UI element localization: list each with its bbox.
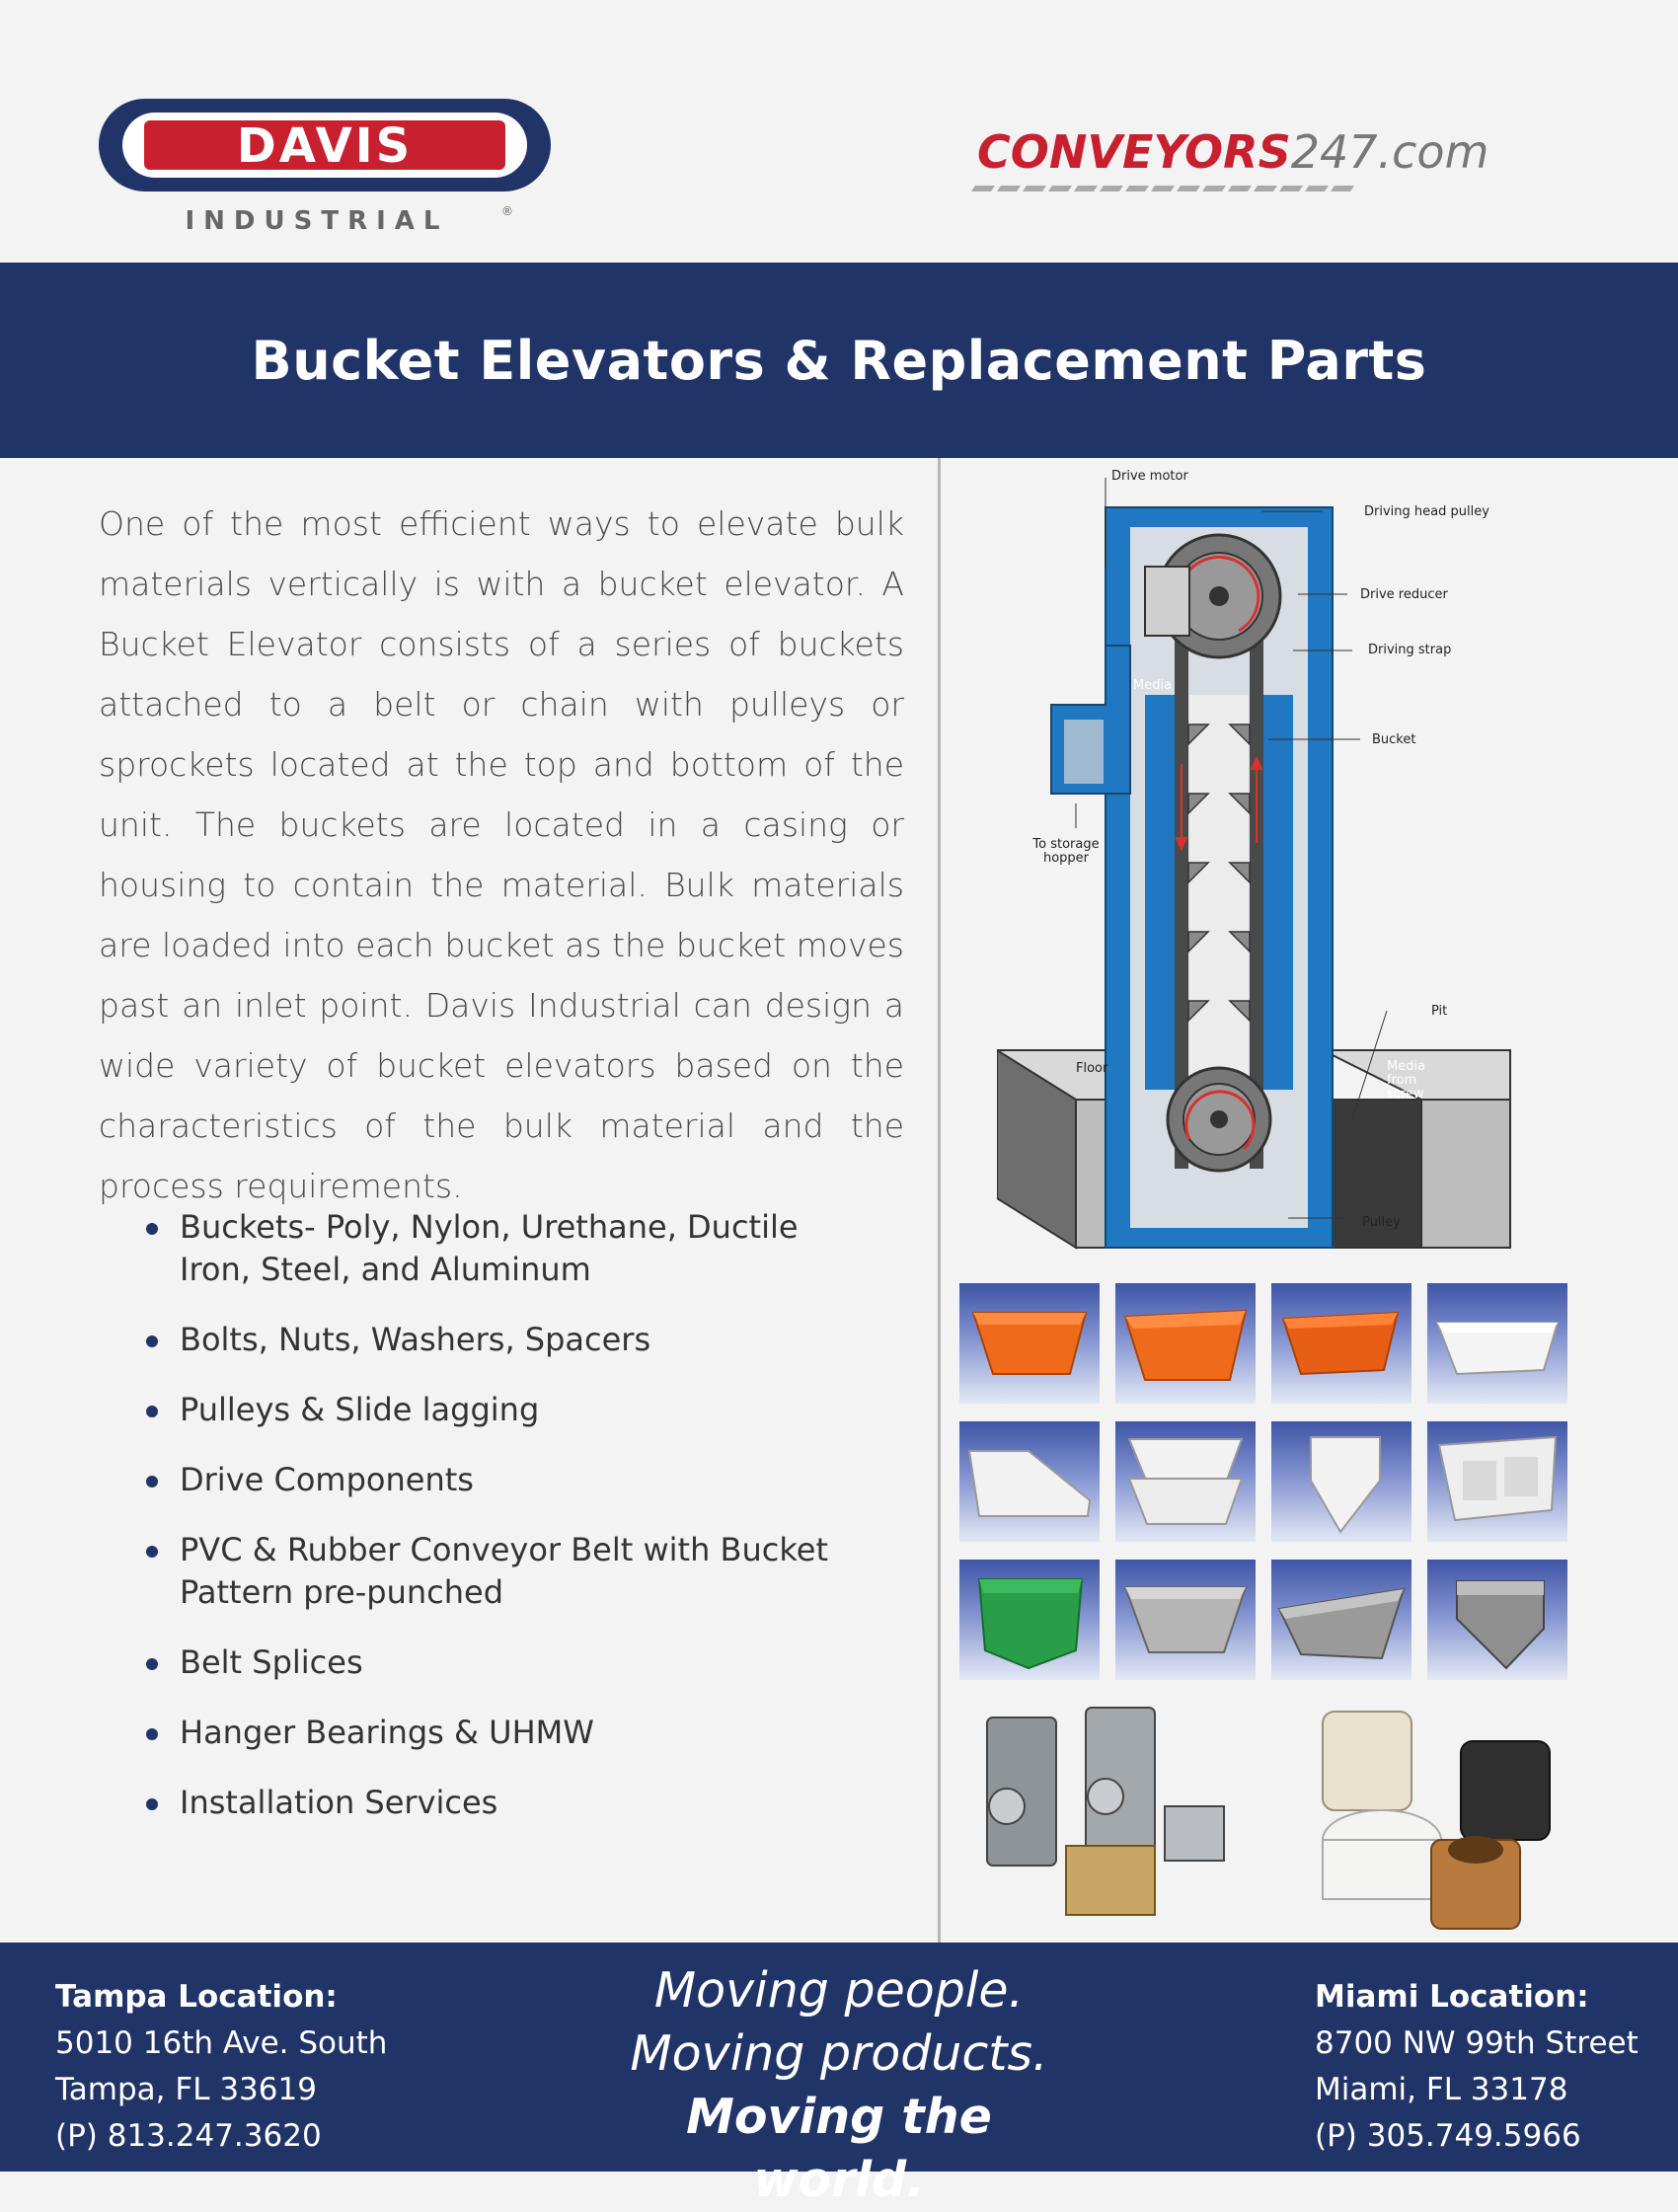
- davis-wordmark: DAVIS: [236, 118, 414, 174]
- bucket-photo-grid: [959, 1283, 1571, 1680]
- list-item: Installation Services: [146, 1782, 857, 1824]
- label-media-top: Media: [1133, 678, 1173, 693]
- white-stacked-buckets-photo: [1115, 1421, 1256, 1542]
- steel-bucket-photo: [1427, 1560, 1567, 1680]
- white-bucket-photo: [1427, 1283, 1567, 1404]
- bucket-elevator-diagram: [997, 468, 1550, 1258]
- slogan: [592, 1959, 1086, 2212]
- page-title: Bucket Elevators & Replacement Parts: [251, 329, 1427, 392]
- list-item: Bolts, Nuts, Washers, Spacers: [146, 1319, 857, 1361]
- list-item: PVC & Rubber Conveyor Belt with Bucket Pattern pre-punched: [146, 1529, 857, 1614]
- white-bucket-photo: [1271, 1421, 1411, 1542]
- title-band: [0, 263, 1678, 458]
- tampa-location: [55, 1974, 387, 2160]
- label-driving-head-pulley: Driving head pulley: [1364, 504, 1489, 519]
- steel-bucket-photo: [1271, 1560, 1411, 1680]
- label-media-screw-2: from: [1387, 1073, 1417, 1088]
- label-bucket: Bucket: [1372, 732, 1416, 747]
- column-divider: [938, 458, 941, 1943]
- list-item: Belt Splices: [146, 1641, 857, 1684]
- tampa-street: 5010 16th Ave. South: [55, 2025, 388, 2061]
- conveyors247-logo: [971, 120, 1583, 199]
- list-item: Buckets- Poly, Nylon, Urethane, Ductile Iron, Steel, and Aluminum: [146, 1206, 857, 1291]
- belt-splice-hardware-photo: [957, 1698, 1254, 1935]
- hanger-bearings-photo: [1283, 1692, 1599, 1943]
- white-bucket-photo: [1427, 1421, 1567, 1542]
- miami-phone: (P) 305.749.5966: [1315, 2118, 1581, 2154]
- orange-bucket-photo: [1271, 1283, 1411, 1404]
- label-hopper: hopper: [1042, 851, 1090, 866]
- steel-bucket-photo: [1115, 1560, 1256, 1680]
- label-to-storage: To storage: [1032, 837, 1100, 852]
- miami-location: [1315, 1974, 1639, 2160]
- miami-street: 8700 NW 99th Street: [1315, 2025, 1639, 2061]
- label-pulley: Pulley: [1362, 1215, 1401, 1230]
- label-driving-strap: Driving strap: [1368, 643, 1452, 657]
- orange-bucket-photo: [1115, 1283, 1256, 1404]
- tampa-phone: (P) 813.247.3620: [55, 2118, 322, 2154]
- slogan-line-2: Moving products.: [630, 2025, 1048, 2082]
- label-drive-motor: Drive motor: [1111, 469, 1188, 484]
- slogan-line-3: Moving the world.: [686, 2089, 992, 2208]
- label-floor: Floor: [1076, 1061, 1108, 1076]
- green-bucket-photo: [959, 1560, 1100, 1680]
- davis-industrial-logo: [95, 95, 559, 243]
- miami-heading: Miami Location:: [1315, 1979, 1589, 2015]
- orange-bucket-photo: [959, 1283, 1100, 1404]
- list-item: Hanger Bearings & UHMW: [146, 1712, 857, 1754]
- label-drive-reducer: Drive reducer: [1360, 587, 1448, 602]
- list-item: Pulleys & Slide lagging: [146, 1389, 857, 1431]
- miami-city: Miami, FL 33178: [1315, 2072, 1568, 2107]
- label-pit: Pit: [1431, 1004, 1448, 1019]
- list-item: Drive Components: [146, 1459, 857, 1501]
- tampa-city: Tampa, FL 33619: [55, 2072, 317, 2107]
- label-media-screw-1: Media: [1387, 1059, 1426, 1074]
- label-media-screw-3: screw: [1387, 1087, 1424, 1102]
- parts-list: [146, 1206, 857, 1852]
- conveyors-wordmark-bold: CONVEYORS247.com: [977, 125, 1489, 179]
- registered-mark: ®: [501, 204, 513, 218]
- tampa-heading: Tampa Location:: [55, 1979, 338, 2015]
- slogan-line-1: Moving people.: [653, 1962, 1025, 2019]
- white-bucket-photo: [959, 1421, 1100, 1542]
- intro-paragraph: One of the most efficient ways to elevate bulk materials vertically is with a bucket elevator. A Bucket Elevator consists of a series of buckets attached to a belt or chain with pulleys or sprockets located at the top and bottom of the unit. The buckets are located in a casing or housing to contain the material. Bulk materials are loaded into each bucket as the bucket moves past an inlet point. Davis Industrial can design a wide variety of bucket elevators based on the characteristics of the bulk material and the process requirements.: [99, 504, 904, 1205]
- davis-subtitle: INDUSTRIAL: [185, 206, 449, 236]
